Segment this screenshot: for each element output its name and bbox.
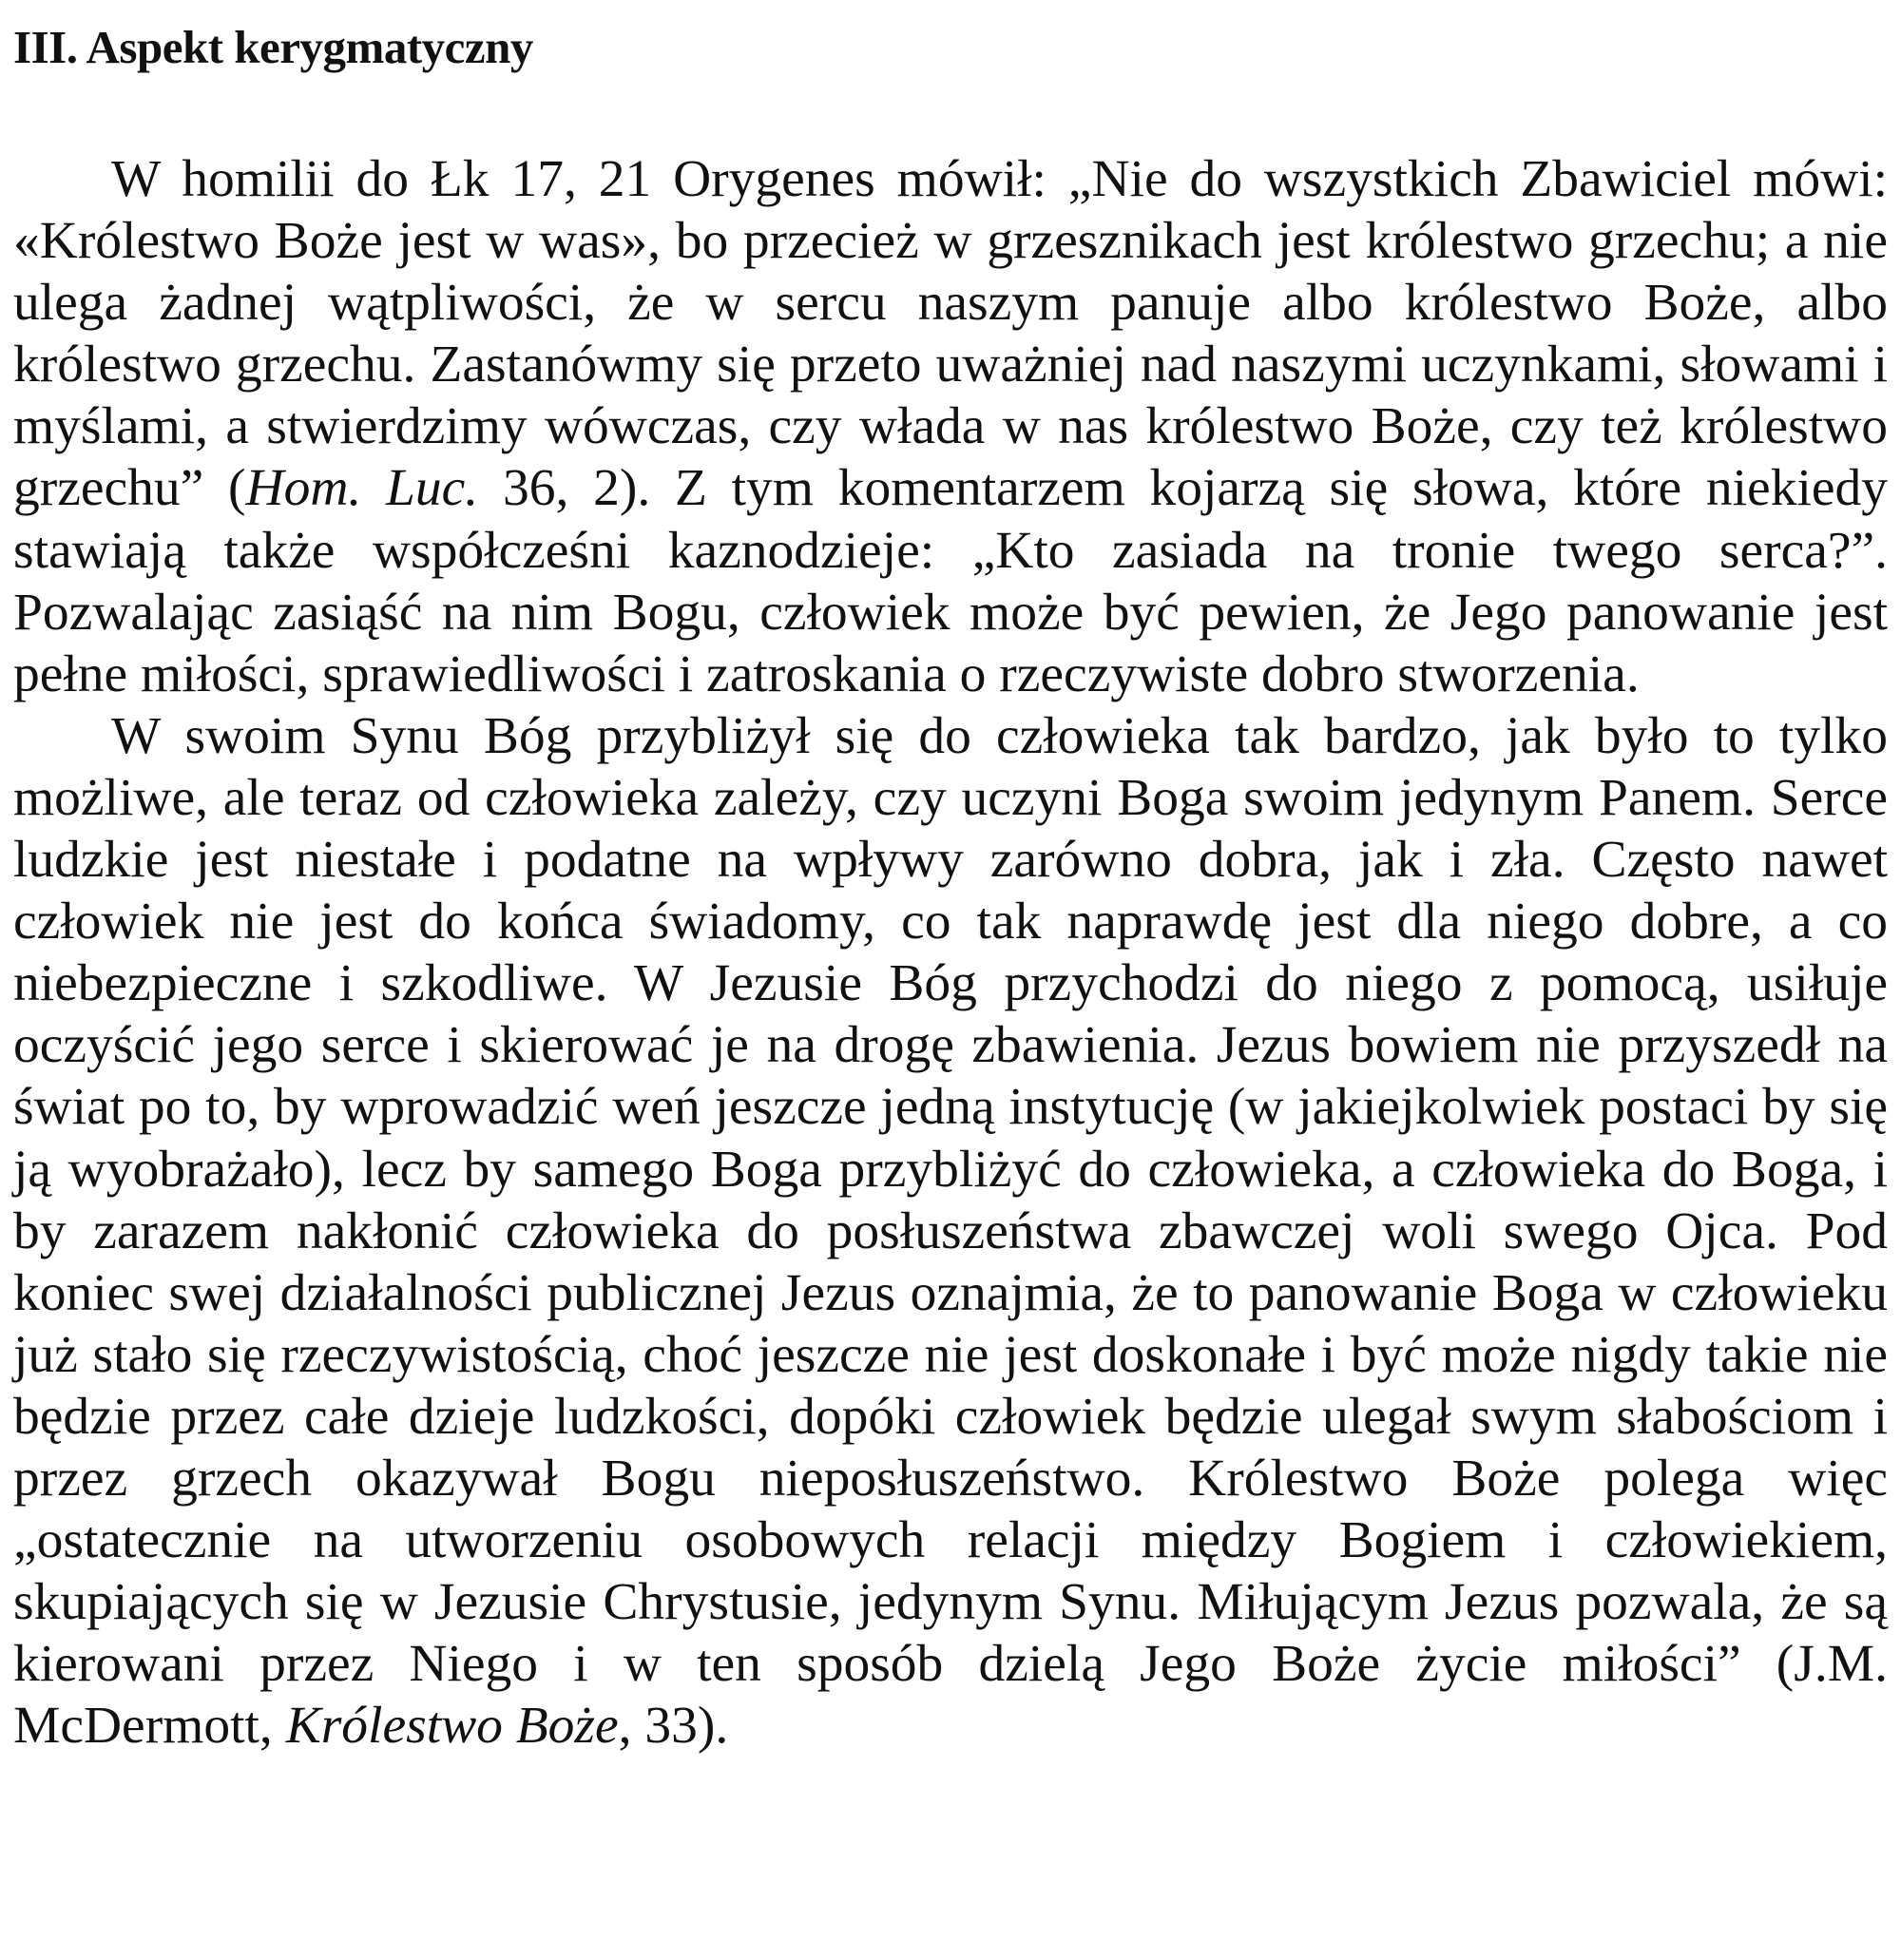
body-text <box>13 148 1888 1757</box>
section-heading: III. Aspekt kerygmatyczny <box>13 21 533 73</box>
paragraph-1 <box>13 148 1888 705</box>
document-page <box>13 13 1888 1757</box>
paragraph-1-text-1: W homilii do Łk 17, 21 Orygenes mówił: „Nie do wszystkich Zbawiciel mówi: «Królestwo Boże jest w was», bo przecież w grzesznikach jest królestwo grzechu; a nie ulega żadnej wątpliwości, że w sercu naszym panuje albo królestwo Boże, albo królestwo grzechu. Zastanówmy się przeto uważniej nad naszymi uczynkami, słowami i myślami, a stwierdzimy wówczas, czy włada w nas królestwo Boże, czy też królestwo grzechu” ( <box>13 150 1888 518</box>
citation-hom-luc: Hom. Luc. <box>245 459 479 518</box>
citation-krolestwo-boze: Królestwo Boże <box>285 1697 619 1756</box>
paragraph-2-text-2: , 33). <box>618 1697 729 1756</box>
paragraph-2 <box>13 705 1888 1758</box>
paragraph-2-text-1: W swoim Synu Bóg przybliżył się do człowieka tak bardzo, jak było to tylko możliwe, ale teraz od człowieka zależy, czy uczyni Boga swoim jedynym Panem. Serce ludzkie jest niestałe i podatne na wpływy zarówno dobra, jak i zła. Często nawet człowiek nie jest do końca świadomy, co tak naprawdę jest dla niego dobre, a co niebezpieczne i szkodliwe. W Jezusie Bóg przychodzi do niego z pomocą, usiłuje oczyścić jego serce i skierować je na drogę zbawienia. Jezus bowiem nie przyszedł na świat po to, by wprowadzić weń jeszcze jedną instytucję (w jakiejkolwiek postaci by się ją wyobrażało), lecz by samego Boga przybliżyć do człowieka, a człowieka do Boga, i by zarazem nakłonić człowieka do posłuszeństwa zbawczej woli swego Ojca. Pod koniec swej działalności publicznej Jezus oznajmia, że to panowanie Boga w człowieku już stało się rzeczywistością, choć jeszcze nie jest doskonałe i być może nigdy takie nie będzie przez całe dzieje ludzkości, dopóki człowiek będzie ulegał swym słabościom i przez grzech okazywał Bogu nieposłuszeństwo. Królestwo Boże polega więc „ostatecznie na utworzeniu osobowych relacji między Bogiem i człowiekiem, skupiających się w Jezusie Chrystusie, jedynym Synu. Miłującym Jezus pozwala, że są kierowani przez Niego i w ten sposób dzielą Jego Boże życie miłości” (J.M. McDermott, <box>13 706 1888 1756</box>
paragraph-1-text-2: 36, 2). Z tym komentarzem kojarzą się słowa, które niekiedy stawiają także współcześni kaznodzieje: „Kto zasiada na tronie twego serca?”. Pozwalając zasiąść na nim Bogu, człowiek może być pewien, że Jego panowanie jest pełne miłości, sprawiedliwości i zatroskania o rzeczywiste dobro stworzenia. <box>13 459 1888 703</box>
